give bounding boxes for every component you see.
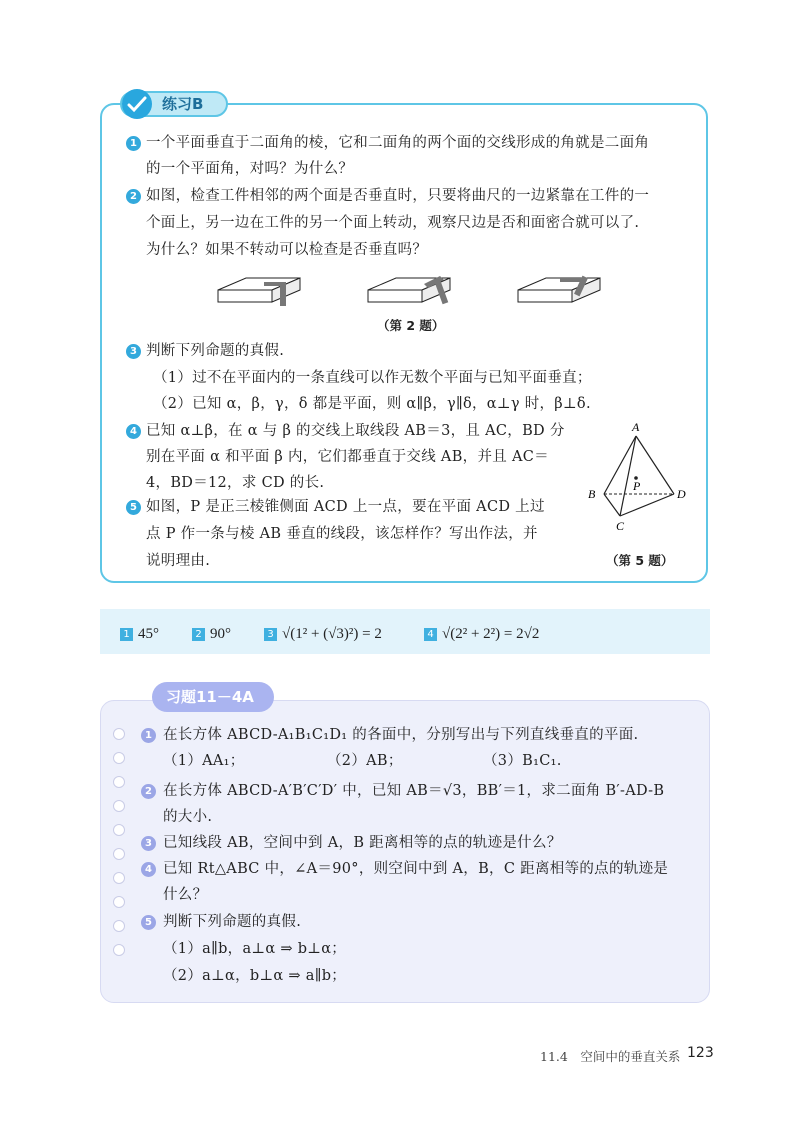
answer-number: 3 <box>264 628 277 641</box>
answer-number: 2 <box>192 628 205 641</box>
workpiece-figure-3 <box>518 276 600 302</box>
workpiece-figure-2 <box>368 276 450 304</box>
exercise-number: 1 <box>141 728 156 743</box>
binder-ring <box>113 872 125 884</box>
question-text: 点 P 作一条与棱 AB 垂直的线段，该怎样作？写出作法，并 <box>146 526 538 542</box>
question-text: 如图，P 是正三棱锥侧面 ACD 上一点，要在平面 ACD 上过 <box>146 499 545 515</box>
exercise-text: 已知线段 AB，空间中到 A，B 距离相等的点的轨迹是什么？ <box>163 835 562 851</box>
answer-value: 45° <box>138 626 159 642</box>
exercise-title: 习题11－4A <box>166 688 254 706</box>
pyramid-figure <box>582 418 692 536</box>
vertex-label-c: C <box>616 519 625 533</box>
question-text: 为什么？如果不转动可以检查是否垂直吗？ <box>146 242 428 258</box>
footer-section-title: 11.4 空间中的垂直关系 <box>540 1049 681 1064</box>
exercise-number: 4 <box>141 862 156 877</box>
vertex-label-a: A <box>632 420 640 434</box>
workpiece-figures <box>212 272 602 314</box>
question-text: 如图，检查工件相邻的两个面是否垂直时，只要将曲尺的一边紧靠在工件的一 <box>146 188 650 204</box>
question-text: 一个平面垂直于二面角的棱，它和二面角的两个面的交线形成的角就是二面角 <box>146 135 650 151</box>
exercise-text: 在长方体 ABCD-A₁B₁C₁D₁ 的各面中，分别写出与下列直线垂直的平面. <box>163 727 639 743</box>
exercise-item: （1）a∥b，a⊥α ⇒ b⊥α； <box>163 941 347 957</box>
point-label-p: P <box>633 479 641 493</box>
question-number: 5 <box>126 500 141 515</box>
pencil-icon <box>122 89 152 119</box>
exercise-number: 3 <box>141 836 156 851</box>
question-text: 已知 α⊥β，在 α 与 β 的交线上取线段 AB＝3，且 AC，BD 分 <box>146 423 565 439</box>
vertex-label-d: D <box>677 487 686 501</box>
exercise-text: 的大小. <box>163 809 213 825</box>
answer-number: 1 <box>120 628 133 641</box>
question-text: 4，BD＝12，求 CD 的长. <box>146 475 325 491</box>
exercise-text: 已知 Rt△ABC 中，∠A＝90°，则空间中到 A，B，C 距离相等的点的轨迹是 <box>163 861 669 877</box>
binder-ring <box>113 920 125 932</box>
question-text: 个面上，另一边在工件的另一个面上转动，观察尺边是否和面密合就可以了. <box>146 215 640 231</box>
binder-ring <box>113 944 125 956</box>
question-number: 1 <box>126 136 141 151</box>
exercise-number: 5 <box>141 915 156 930</box>
question-number: 2 <box>126 189 141 204</box>
workpiece-figure-1 <box>218 278 300 306</box>
binder-ring <box>113 776 125 788</box>
answer-value: √(1² + (√3)²) = 2 <box>282 626 382 642</box>
question-text: 判断下列命题的真假. <box>146 343 285 359</box>
answer-number: 4 <box>424 628 437 641</box>
exercise-text: 什么？ <box>163 887 208 903</box>
binder-ring <box>113 752 125 764</box>
binder-ring <box>113 896 125 908</box>
question-number: 4 <box>126 424 141 439</box>
question-number: 3 <box>126 344 141 359</box>
question-item: （2）已知 α，β，γ，δ 都是平面，则 α∥β，γ∥δ，α⊥γ 时，β⊥δ. <box>153 396 591 412</box>
binder-ring <box>113 728 125 740</box>
exercise-text: 判断下列命题的真假. <box>163 914 302 930</box>
exercise-number: 2 <box>141 784 156 799</box>
vertex-label-b: B <box>588 487 596 501</box>
figure-caption: （第 5 题） <box>606 553 674 568</box>
answer-value: 90° <box>210 626 231 642</box>
exercise-item: （3）B₁C₁. <box>483 753 562 769</box>
question-text: 别在平面 α 和平面 β 内，它们都垂直于交线 AB，并且 AC＝ <box>146 449 549 465</box>
question-text: 说明理由. <box>146 553 211 569</box>
page-number: 123 <box>687 1045 714 1061</box>
figure-caption: （第 2 题） <box>377 318 445 333</box>
answer-value: √(2² + 2²) = 2√2 <box>442 626 540 642</box>
question-text: 的一个平面角，对吗？为什么？ <box>146 161 354 177</box>
exercise-item: （2）a⊥α，b⊥α ⇒ a∥b； <box>163 968 347 984</box>
binder-ring <box>113 824 125 836</box>
exercise-text: 在长方体 ABCD-A′B′C′D′ 中，已知 AB＝√3，BB′＝1，求二面角 B′-AD-B <box>163 783 665 799</box>
exercise-item: （2）AB； <box>327 753 403 769</box>
practice-title: 练习B <box>162 95 204 113</box>
binder-ring <box>113 848 125 860</box>
question-item: （1）过不在平面内的一条直线可以作无数个平面与已知平面垂直； <box>153 370 592 386</box>
exercise-item: （1）AA₁； <box>163 753 245 769</box>
binder-ring <box>113 800 125 812</box>
